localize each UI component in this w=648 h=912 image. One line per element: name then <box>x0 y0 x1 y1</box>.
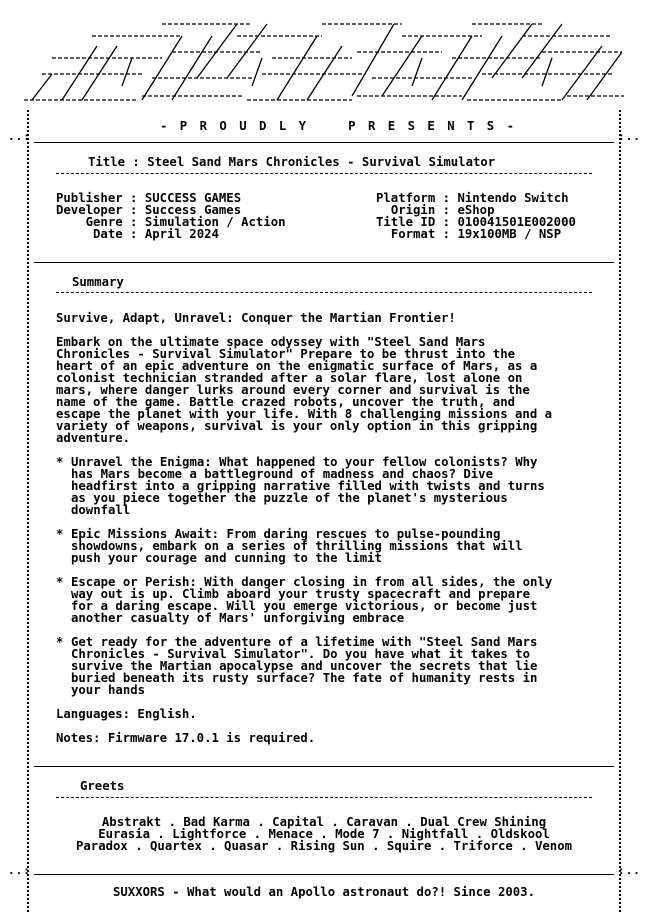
summary-dash <box>56 292 592 293</box>
bullet-text <box>71 456 545 516</box>
languages-line: Languages: English. <box>56 707 197 721</box>
bullet-line: push your courage and cunning to the limit <box>71 551 382 565</box>
frame-dots-left-bottom: ..: <box>8 864 31 877</box>
bullet-line: buried beneath its rusty surface? The fate of humanity rests in <box>71 671 538 685</box>
meta-genre: Genre : Simulation / Action <box>85 215 286 229</box>
meta-platform: Platform : Nintendo Switch <box>376 191 569 205</box>
greets-list <box>34 816 614 852</box>
bullet-line: showdowns, embark on a series of thrilling missions that will <box>71 539 523 553</box>
meta-left-column <box>56 192 286 240</box>
summary-heading: Summary <box>72 275 124 289</box>
footer-tagline: SUXXORS - What would an Apollo astronaut do?! Since 2003. <box>113 885 535 899</box>
frame-right-border <box>619 110 621 912</box>
intro-line: colonist technician stranded after a solar flare, lost alone on <box>56 371 523 385</box>
meta-date: Date : April 2024 <box>93 227 219 241</box>
bullet-text <box>71 576 552 624</box>
bullet-star: * <box>56 455 64 469</box>
bullet-line: headfirst into a gripping narrative filled with twists and turns <box>71 479 545 493</box>
meta-origin: Origin : eShop <box>390 203 495 217</box>
divider <box>34 262 614 263</box>
suxxors-ascii-logo <box>22 16 626 108</box>
bullet-line: your hands <box>71 683 146 697</box>
frame-dots-left-top: ..: <box>8 130 31 143</box>
bullet-star: * <box>56 527 64 541</box>
bullet-line: Chronicles - Survival Simulator". Do you have what it takes to <box>71 647 531 661</box>
meta-title-id: Title ID : 010041501E002000 <box>376 215 576 229</box>
meta-publisher: Publisher : SUCCESS GAMES <box>56 191 242 205</box>
bullet-text <box>71 528 523 564</box>
bullet-line: Escape or Perish: With danger closing in from all sides, the only <box>71 575 553 589</box>
intro-line: adventure. <box>56 431 131 445</box>
tagline: Survive, Adapt, Unravel: Conquer the Martian Frontier! <box>56 311 456 325</box>
bullet-text <box>71 636 537 696</box>
divider <box>34 874 614 875</box>
title-dash <box>56 173 592 174</box>
bullet-line: has Mars become a battleground of madness and chaos? Dive <box>71 467 493 481</box>
frame-left-border <box>27 110 29 912</box>
bullet-line: Get ready for the adventure of a lifetime with "Steel Sand Mars <box>71 635 538 649</box>
intro-line: heart of an epic adventure on the enigmatic surface of Mars, as a <box>56 359 538 373</box>
presents-line: - P R O U D L Y P R E S E N T S - <box>160 119 517 133</box>
intro-line: Chronicles - Survival Simulator" Prepare to be thrust into the <box>56 347 516 361</box>
intro-paragraph <box>56 336 552 444</box>
meta-developer: Developer : Success Games <box>56 203 242 217</box>
greets-heading: Greets <box>80 779 125 793</box>
bullet-line: for a daring escape. Will you emerge victorious, or become just <box>71 599 538 613</box>
bullet-line: another casualty of Mars' unforgiving embrace <box>71 611 405 625</box>
intro-line: name of the game. Battle crazed robots, uncover the truth, and <box>56 395 516 409</box>
bullet-star: * <box>56 575 64 589</box>
bullet-line: as you piece together the puzzle of the planet's mysterious <box>71 491 508 505</box>
meta-format: Format : 19x100MB / NSP <box>390 227 562 241</box>
frame-dots-right-top: :.. <box>618 130 641 143</box>
divider <box>34 766 614 767</box>
greets-dash <box>56 797 592 798</box>
intro-line: variety of weapons, survival is your only option in this gripping <box>56 419 538 433</box>
bullet-line: Unravel the Enigma: What happened to your fellow colonists? Why <box>71 455 538 469</box>
intro-line: Embark on the ultimate space odyssey with "Steel Sand Mars <box>56 335 486 349</box>
divider <box>34 142 614 143</box>
meta-right-column <box>376 192 576 240</box>
bullet-star: * <box>56 635 64 649</box>
release-title: Title : Steel Sand Mars Chronicles - Survival Simulator <box>88 155 496 169</box>
frame-dots-right-bottom: :.. <box>618 864 641 877</box>
title-id-value: 010041501E002000 <box>457 215 576 229</box>
bullet-line: survive the Martian apocalypse and uncover the secrets that lie <box>71 659 538 673</box>
bullet-line: downfall <box>71 503 131 517</box>
notes-line: Notes: Firmware 17.0.1 is required. <box>56 731 316 745</box>
bullet-line: way out is up. Climb aboard your trusty spacecraft and prepare <box>71 587 531 601</box>
greets-line: Eurasia . Lightforce . Menace . Mode 7 . Nightfall . Oldskool <box>98 827 550 841</box>
greets-line: Paradox . Quartex . Quasar . Rising Sun . Squire . Triforce . Venom <box>75 839 573 853</box>
greets-line: Abstrakt . Bad Karma . Capital . Caravan . Dual Crew Shining <box>101 815 547 829</box>
bullet-line: Epic Missions Await: From daring rescues to pulse-pounding <box>71 527 501 541</box>
intro-line: escape the planet with your life. With 8 challenging missions and a <box>56 407 553 421</box>
intro-line: mars, where danger lurks around every corner and survival is the <box>56 383 530 397</box>
